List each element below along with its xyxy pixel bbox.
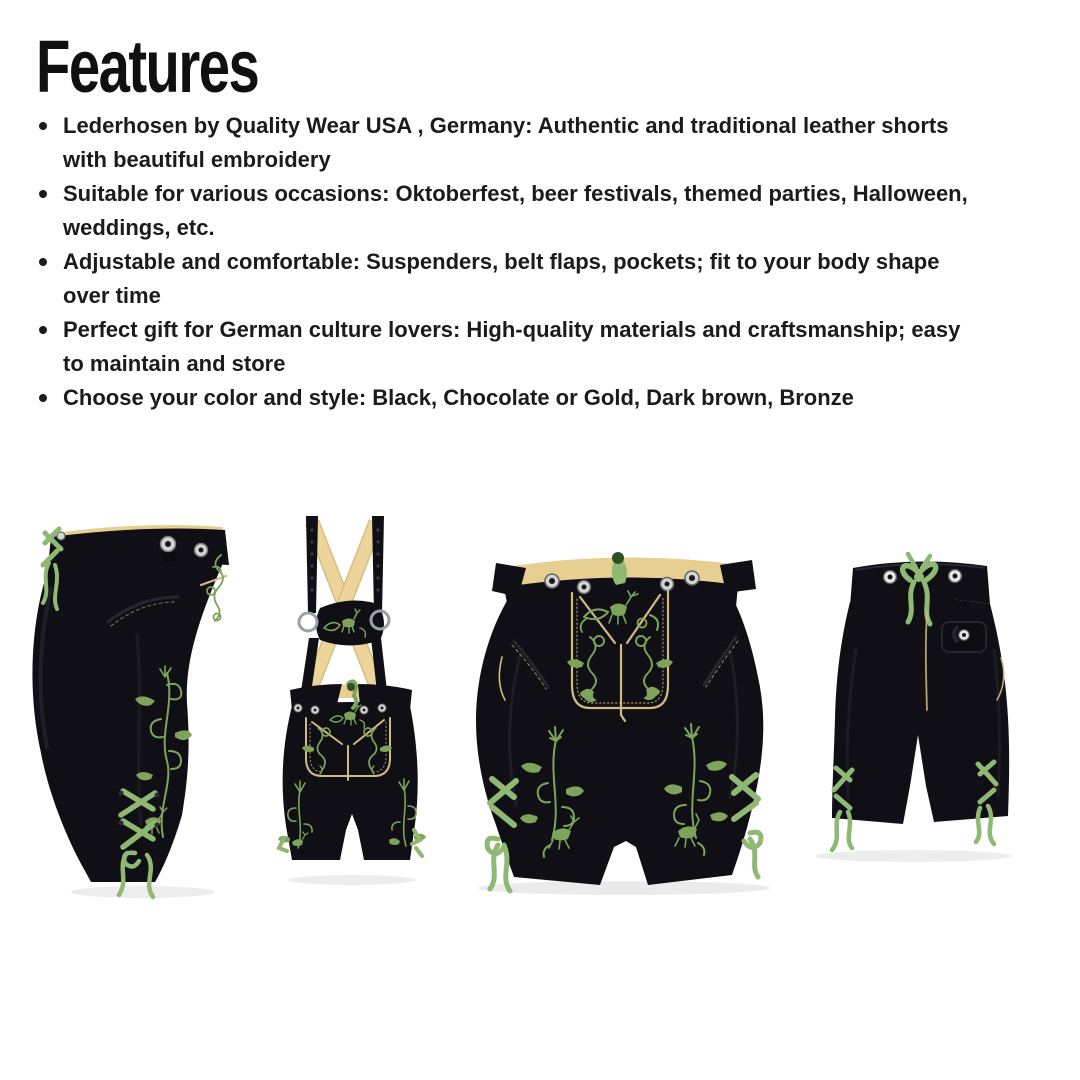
suspender-ring-icon [299, 613, 317, 631]
bullet-icon [39, 258, 47, 266]
feature-item: Perfect gift for German culture lovers: High-quality materials and craftsmanship; easy to maintain and store [36, 313, 1046, 381]
lederhosen-back-view-photo [798, 550, 1023, 865]
body [476, 591, 763, 885]
feature-item: Suitable for various occasions: Oktoberfest, beer festivals, themed parties, Halloween, weddings, etc. [36, 177, 1046, 245]
shorts [278, 681, 426, 860]
back-pocket [942, 622, 986, 652]
lederhosen-front-view-photo [468, 545, 780, 895]
lederhosen-front-with-suspenders-photo [276, 508, 446, 888]
bullet-icon [39, 190, 47, 198]
features-heading: Features [36, 25, 259, 108]
feature-item: Adjustable and comfortable: Suspenders, belt flaps, pockets; fit to your body shape over time [36, 245, 1046, 313]
green-knot [612, 552, 627, 585]
bullet-icon [39, 326, 47, 334]
feature-item: Lederhosen by Quality Wear USA , Germany: Authentic and traditional leather shorts with beautiful embroidery [36, 109, 1046, 177]
center-seam [926, 612, 927, 710]
bullet-icon [39, 122, 47, 130]
lederhosen-side-view-photo [25, 505, 253, 900]
features-list [36, 109, 1046, 415]
body [32, 561, 223, 882]
bullet-icon [39, 394, 47, 402]
feature-item: Choose your color and style: Black, Chocolate or Gold, Dark brown, Bronze [36, 381, 1046, 415]
